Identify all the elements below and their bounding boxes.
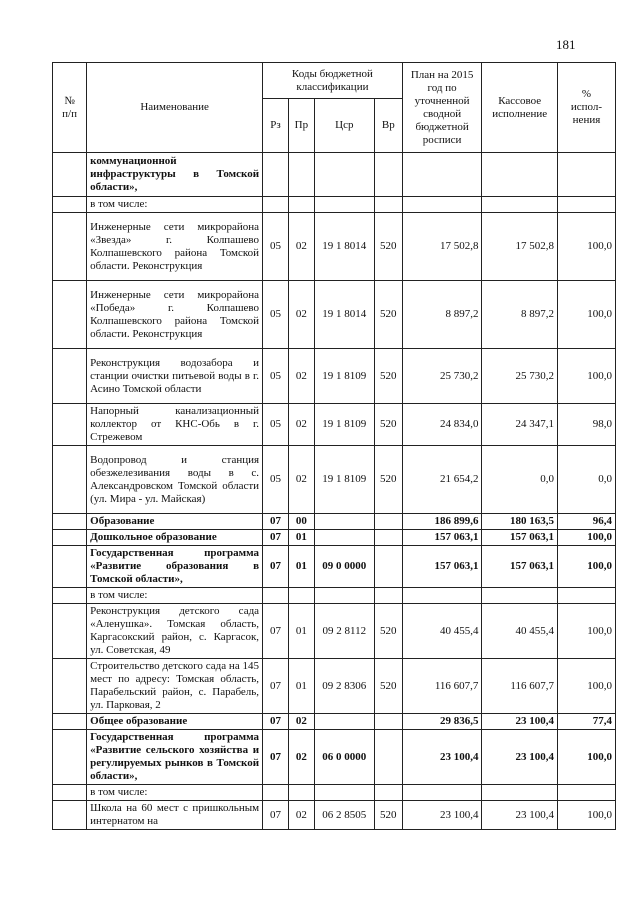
row-pct-cell: 100,0 [557,659,615,714]
header-pr: Пр [288,99,314,153]
row-vr-cell: 520 [374,801,402,830]
row-num-cell [53,604,87,659]
row-pr-cell [288,588,314,604]
row-pr-cell: 01 [288,546,314,588]
table-row [53,530,616,546]
row-plan-cell: 40 455,4 [402,604,482,659]
row-vr-cell: 520 [374,604,402,659]
row-num-cell [53,530,87,546]
row-rz-cell: 07 [263,546,289,588]
row-plan-cell: 25 730,2 [402,349,482,404]
row-csr-cell: 19 1 8014 [314,281,374,349]
row-num-cell [53,213,87,281]
header-pct: % испол- нения [557,63,615,153]
row-name-cell: Напорный канализационный коллектор от КНС-Обь в г. Стрежевом [87,404,263,446]
row-num-cell [53,281,87,349]
row-name-cell: коммунационной инфраструктуры в Томской области», [87,153,263,197]
row-exec-cell: 23 100,4 [482,730,558,785]
row-pct-cell: 100,0 [557,530,615,546]
row-pct-cell [557,785,615,801]
table-row [53,446,616,514]
row-pct-cell: 100,0 [557,281,615,349]
row-pr-cell [288,197,314,213]
row-num-cell [53,153,87,197]
row-csr-cell: 09 2 8306 [314,659,374,714]
row-vr-cell: 520 [374,446,402,514]
row-vr-cell [374,514,402,530]
row-name-cell: Водопровод и станция обезжелезивания воды в с. Александровском Томской области (ул. Мира - ул. Майская) [87,446,263,514]
row-csr-cell: 19 1 8109 [314,446,374,514]
row-name-cell: в том числе: [87,197,263,213]
row-vr-cell [374,546,402,588]
row-csr-cell: 19 1 8109 [314,349,374,404]
row-plan-cell: 24 834,0 [402,404,482,446]
table-row [53,197,616,213]
row-vr-cell [374,530,402,546]
header-csr: Цср [314,99,374,153]
row-pr-cell: 02 [288,801,314,830]
row-name-cell: Государственная программа «Развитие сельского хозяйства и регулируемых рынков в Томской области», [87,730,263,785]
table-row [53,281,616,349]
row-pct-cell [557,153,615,197]
row-csr-cell [314,530,374,546]
row-num-cell [53,514,87,530]
row-pr-cell: 02 [288,281,314,349]
row-exec-cell: 157 063,1 [482,530,558,546]
row-num-cell [53,730,87,785]
row-exec-cell: 157 063,1 [482,546,558,588]
row-pr-cell: 02 [288,404,314,446]
table-row [53,588,616,604]
table-row [53,659,616,714]
row-rz-cell: 07 [263,514,289,530]
row-exec-cell: 40 455,4 [482,604,558,659]
row-pr-cell: 02 [288,730,314,785]
row-vr-cell: 520 [374,404,402,446]
row-plan-cell: 116 607,7 [402,659,482,714]
row-exec-cell: 23 100,4 [482,801,558,830]
row-exec-cell: 25 730,2 [482,349,558,404]
row-csr-cell: 19 1 8014 [314,213,374,281]
row-pr-cell: 01 [288,530,314,546]
row-plan-cell: 186 899,6 [402,514,482,530]
row-pct-cell: 100,0 [557,546,615,588]
budget-table [52,62,616,830]
row-plan-cell: 23 100,4 [402,801,482,830]
row-num-cell [53,404,87,446]
row-pr-cell: 00 [288,514,314,530]
row-name-cell: Государственная программа «Развитие образования в Томской области», [87,546,263,588]
row-exec-cell: 17 502,8 [482,213,558,281]
row-name-cell: Дошкольное образование [87,530,263,546]
row-num-cell [53,588,87,604]
row-rz-cell: 05 [263,404,289,446]
row-vr-cell: 520 [374,349,402,404]
row-exec-cell [482,153,558,197]
row-vr-cell [374,588,402,604]
row-pct-cell: 100,0 [557,213,615,281]
row-name-cell: Инженерные сети микрорайона «Звезда» г. Колпашево Колпашевского района Томской области. Реконструкция [87,213,263,281]
row-plan-cell: 17 502,8 [402,213,482,281]
row-plan-cell [402,785,482,801]
table-row [53,604,616,659]
row-rz-cell: 05 [263,213,289,281]
row-csr-cell [314,785,374,801]
row-plan-cell [402,153,482,197]
row-rz-cell: 05 [263,281,289,349]
row-exec-cell [482,197,558,213]
row-exec-cell: 24 347,1 [482,404,558,446]
row-csr-cell: 06 0 0000 [314,730,374,785]
row-rz-cell [263,197,289,213]
row-vr-cell [374,730,402,785]
row-name-cell: Реконструкция водозабора и станции очистки питьевой воды в г. Асино Томской области [87,349,263,404]
row-rz-cell [263,153,289,197]
row-pct-cell: 100,0 [557,349,615,404]
row-rz-cell [263,588,289,604]
row-num-cell [53,801,87,830]
row-exec-cell: 116 607,7 [482,659,558,714]
row-num-cell [53,714,87,730]
row-plan-cell: 23 100,4 [402,730,482,785]
row-rz-cell: 07 [263,659,289,714]
row-csr-cell: 19 1 8109 [314,404,374,446]
row-pct-cell: 98,0 [557,404,615,446]
row-exec-cell: 8 897,2 [482,281,558,349]
row-name-cell: Строительство детского сада на 145 мест по адресу: Томская область, Парабельский район, с. Парабель, ул. Парковая, 2 [87,659,263,714]
row-plan-cell [402,197,482,213]
row-exec-cell: 180 163,5 [482,514,558,530]
table-row [53,785,616,801]
row-rz-cell: 05 [263,349,289,404]
row-num-cell [53,546,87,588]
row-pct-cell: 100,0 [557,604,615,659]
row-pr-cell: 02 [288,213,314,281]
row-plan-cell [402,588,482,604]
row-vr-cell: 520 [374,659,402,714]
row-pct-cell [557,197,615,213]
row-pr-cell [288,153,314,197]
row-csr-cell [314,714,374,730]
row-plan-cell: 8 897,2 [402,281,482,349]
row-rz-cell: 05 [263,446,289,514]
row-csr-cell: 06 2 8505 [314,801,374,830]
row-name-cell: в том числе: [87,588,263,604]
header-rz: Рз [263,99,289,153]
header-exec: Кассовое исполнение [482,63,558,153]
row-vr-cell [374,785,402,801]
row-name-cell: Школа на 60 мест с пришкольным интернатом на [87,801,263,830]
row-num-cell [53,197,87,213]
row-plan-cell: 157 063,1 [402,530,482,546]
row-pr-cell: 01 [288,659,314,714]
table-row [53,801,616,830]
header-codes: Коды бюджетной классификации [263,63,403,99]
header-plan: План на 2015 год по уточненной сводной бюджетной росписи [402,63,482,153]
row-csr-cell [314,153,374,197]
row-exec-cell: 0,0 [482,446,558,514]
row-pct-cell: 0,0 [557,446,615,514]
row-exec-cell [482,588,558,604]
row-pr-cell: 01 [288,604,314,659]
row-name-cell: Инженерные сети микрорайона «Победа» г. Колпашево Колпашевского района Томской области. Реконструкция [87,281,263,349]
row-csr-cell [314,197,374,213]
row-csr-cell: 09 0 0000 [314,546,374,588]
row-vr-cell [374,153,402,197]
table-row [53,404,616,446]
row-vr-cell [374,197,402,213]
row-vr-cell [374,714,402,730]
row-pr-cell: 02 [288,714,314,730]
row-pct-cell [557,588,615,604]
row-csr-cell: 09 2 8112 [314,604,374,659]
table-row [53,213,616,281]
row-exec-cell [482,785,558,801]
row-num-cell [53,785,87,801]
row-pct-cell: 100,0 [557,801,615,830]
table-row [53,546,616,588]
row-pr-cell [288,785,314,801]
table-row [53,514,616,530]
row-vr-cell: 520 [374,213,402,281]
page-number: 181 [556,37,576,52]
row-rz-cell: 07 [263,530,289,546]
row-num-cell [53,349,87,404]
row-rz-cell: 07 [263,730,289,785]
row-rz-cell: 07 [263,801,289,830]
row-pct-cell: 96,4 [557,514,615,530]
row-num-cell [53,446,87,514]
row-name-cell: Реконструкция детского сада «Аленушка». Томская область, Каргасокский район, с. Каргасок, ул. Советская, 49 [87,604,263,659]
row-name-cell: Общее образование [87,714,263,730]
table-row [53,730,616,785]
row-exec-cell: 23 100,4 [482,714,558,730]
row-plan-cell: 29 836,5 [402,714,482,730]
row-name-cell: Образование [87,514,263,530]
row-csr-cell [314,514,374,530]
row-num-cell [53,659,87,714]
row-pr-cell: 02 [288,446,314,514]
header-vr: Вр [374,99,402,153]
row-plan-cell: 157 063,1 [402,546,482,588]
row-plan-cell: 21 654,2 [402,446,482,514]
row-pct-cell: 100,0 [557,730,615,785]
row-vr-cell: 520 [374,281,402,349]
row-pct-cell: 77,4 [557,714,615,730]
row-csr-cell [314,588,374,604]
row-name-cell: в том числе: [87,785,263,801]
table-row [53,714,616,730]
row-rz-cell: 07 [263,604,289,659]
row-rz-cell: 07 [263,714,289,730]
table-row [53,153,616,197]
header-num: № п/п [53,63,87,153]
row-rz-cell [263,785,289,801]
header-name: Наименование [87,63,263,153]
row-pr-cell: 02 [288,349,314,404]
table-row [53,349,616,404]
